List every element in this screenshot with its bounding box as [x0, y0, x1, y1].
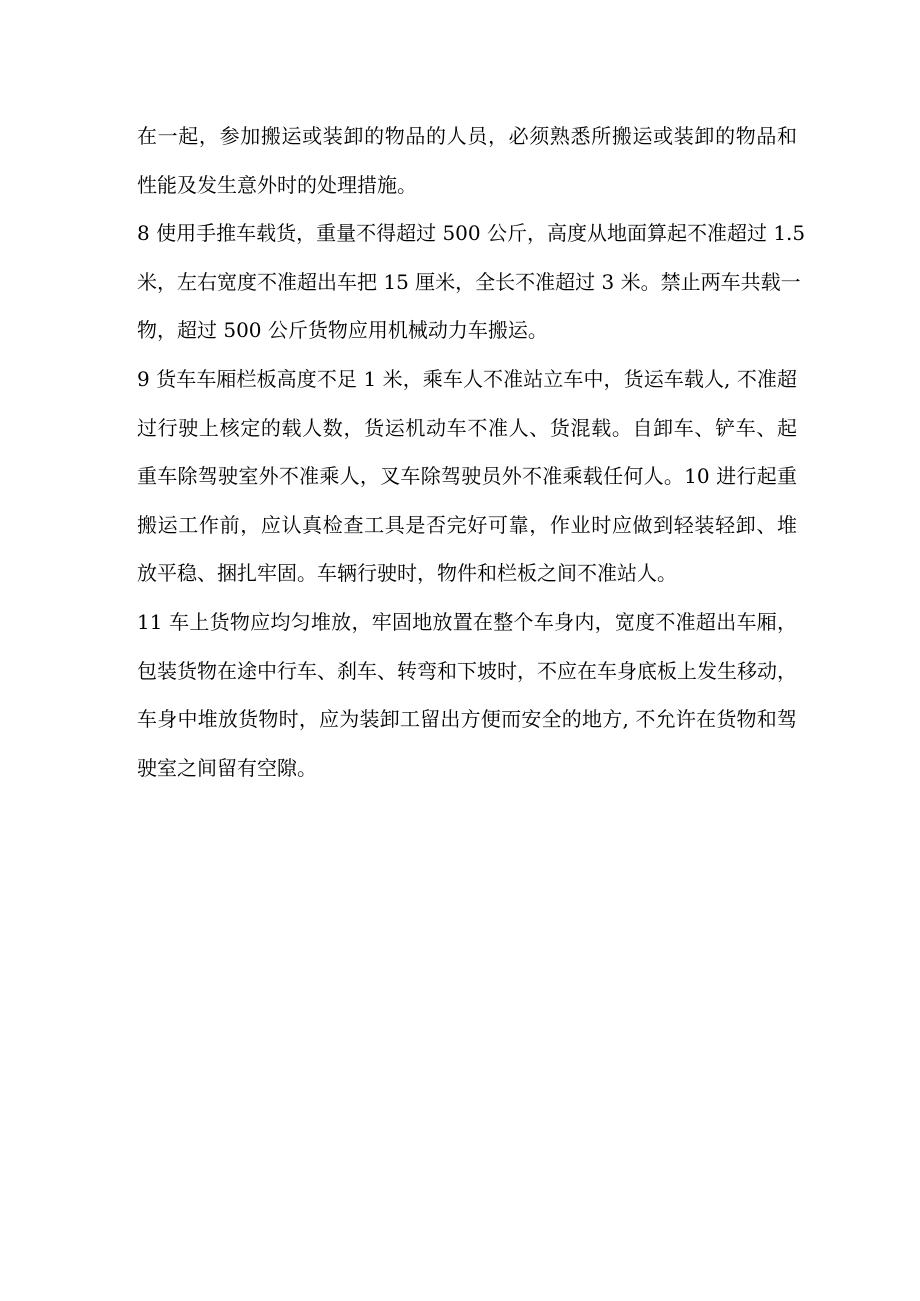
text-line: 放平稳、捆扎牢固。车辆行驶时，物件和栏板之间不准站人。	[137, 561, 677, 586]
text-line: 性能及发生意外时的处理措施。	[137, 172, 417, 197]
text-line: 车身中堆放货物时，应为装卸工留出方便而安全的地方, 不允许在货物和驾	[137, 707, 797, 732]
text-line: 11 车上货物应均匀堆放，牢固地放置在整个车身内，宽度不准超出车厢，	[137, 609, 797, 634]
text-line: 物，超过 500 公斤货物应用机械动力车搬运。	[137, 318, 548, 343]
text-line: 9 货车车厢栏板高度不足 1 米，乘车人不准站立车中，货运车载人, 不准超	[137, 366, 797, 391]
text-line: 过行驶上核定的载人数，货运机动车不准人、货混载。自卸车、铲车、起	[137, 415, 797, 440]
text-line: 在一起，参加搬运或装卸的物品的人员，必须熟悉所搬运或装卸的物品和	[137, 124, 797, 148]
text-line: 米，左右宽度不准超出车把 15 厘米，全长不准超过 3 米。禁止两车共载一	[137, 269, 801, 294]
paragraph-handling-personnel	[137, 112, 797, 209]
text-line: 包装货物在途中行车、刹车、转弯和下坡时，不应在车身底板上发生移动，	[137, 658, 797, 683]
paragraph-rule-9-10	[137, 355, 797, 598]
document-body	[137, 112, 806, 792]
paragraph-rule-11	[137, 598, 797, 792]
text-line: 8 使用手推车载货，重量不得超过 500 公斤，高度从地面算起不准超过 1.5	[137, 221, 806, 246]
text-line: 重车除驾驶室外不准乘人，叉车除驾驶员外不准乘载任何人。10 进行起重	[137, 464, 797, 489]
text-line: 搬运工作前，应认真检查工具是否完好可靠，作业时应做到轻装轻卸、堆	[137, 512, 797, 537]
paragraph-rule-8	[137, 209, 806, 355]
text-line: 驶室之间留有空隙。	[137, 755, 317, 780]
